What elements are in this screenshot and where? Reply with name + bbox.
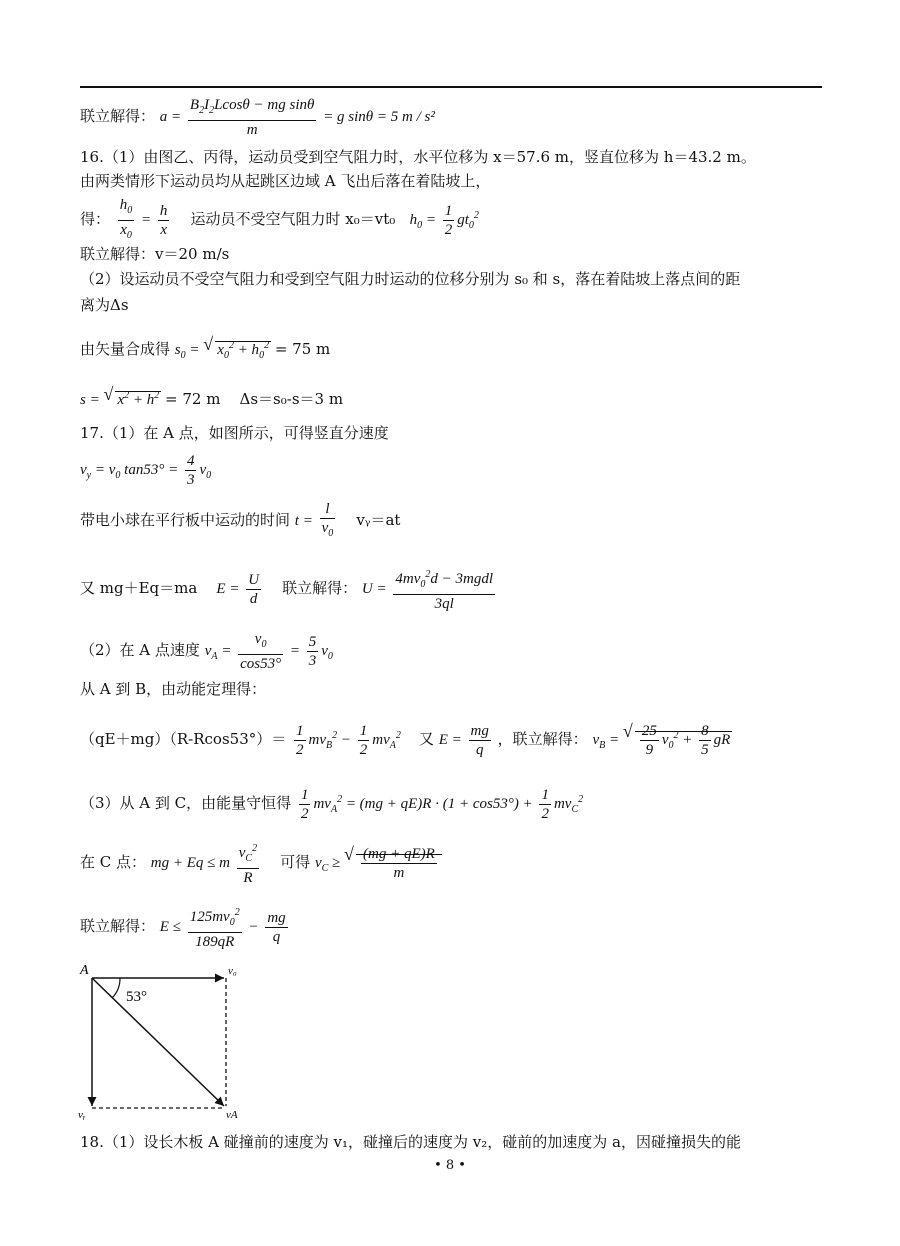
label-get: 得： (80, 209, 111, 228)
q17-time-line (80, 500, 400, 543)
formula-vy: $v_y = v_0$ tan53° = $\frac{4}{3}$ $v_0$ (80, 453, 212, 488)
label-angle: 53° (126, 989, 147, 1005)
formula-c-condition: mg + Eq ≤ m $\frac{v_C^2}{R}$ (151, 855, 266, 871)
label-solve-1: 联立解得： (80, 106, 156, 125)
q17-energy-line (80, 722, 732, 759)
formula-h0: $h_0$ = $\frac{1}{2}$ $gt_0^2$ (409, 203, 479, 238)
q17-part3-line (80, 786, 583, 823)
formula-s0: $s_0$ = √ $x_0^2 + h_0^2$ (175, 342, 275, 358)
q17-ab-line: 从 A 到 B，由动能定理得： (80, 680, 267, 698)
formula-u: U = $\frac{4mv_0^2d - 3mgdl}{3ql}$ (362, 581, 498, 597)
q16-part1-line1: 16.（1）由图乙、丙得，运动员受到空气阻力时，水平位移为 x＝57.6 m，竖直位移为 h＝43.2 m。 (80, 148, 756, 166)
line-1 (80, 96, 435, 139)
q17-c-line (80, 840, 442, 887)
formula-e-mg: E = $\frac{mg}{q}$ (438, 723, 489, 758)
text-no-drag: 运动员不受空气阻力时 x₀＝vt₀ (190, 209, 396, 228)
result-velocity: v＝20 m/s (155, 245, 230, 263)
label-v0: v₀ (228, 965, 237, 977)
value-s: = 72 m (165, 390, 221, 408)
q16-part2-line2: 离为Δs (80, 296, 129, 314)
text-mg-eq: 又 mg＋Eq＝ma (80, 578, 198, 597)
label-energy-conservation: （3）从 A 到 C，由能量守恒得 (80, 793, 292, 812)
label-solve-2: 联立解得： (80, 245, 156, 263)
text-then: 可得 (280, 852, 311, 871)
q16-ratio-line (80, 196, 479, 245)
text-energy-left: （qE＋mg）（R-Rcos53°）＝ (80, 729, 287, 748)
q17-vy-line (80, 452, 211, 489)
formula-va: $v_A$ = $\frac{v_0}{\cos 53^\circ}$ = $\frac{5}{3}$ $v_0$ (204, 631, 333, 672)
top-rule (80, 86, 822, 88)
value-delta-s: Δs＝s₀-s＝3 m (239, 390, 344, 408)
text-also: 又 (418, 729, 434, 748)
formula-vb: $v_B$ = √ $\frac{25}{9}$ $v_0^2$ + $\frac{8}{5}$ gR (592, 732, 732, 748)
label-solve-4: ，联立解得： (497, 729, 588, 748)
label-time: 带电小球在平行板中运动的时间 (80, 510, 291, 529)
formula-vc: $v_C$ ≥ √ $\frac{(mg + qE)R}{m}$ (315, 855, 442, 871)
q16-part1-line2: 由两类情形下运动员均从起跳区边域 A 飞出后落在着陆坡上， (80, 172, 491, 190)
label-va: vA (226, 1109, 238, 1121)
va-arrow (92, 978, 224, 1106)
q17-also-line (80, 566, 498, 613)
label-point-a: A (80, 963, 89, 978)
q16-s0-line (80, 335, 330, 367)
formula-ratio: $\frac{h_0}{x_0}$ = $\frac{h}{x}$ (119, 197, 168, 241)
formula-acceleration: a = $\frac{B_2I_2Lcos\theta - mg \sin\theta}{m}$ = g sinθ = 5 m / s² (159, 97, 435, 138)
q17-final-line (80, 904, 291, 951)
angle-arc (112, 978, 120, 998)
q16-result-line (80, 243, 229, 265)
label-point-c: 在 C 点： (80, 852, 147, 871)
formula-e-final: E ≤ $\frac{125mv_0^2}{189qR}$ − $\frac{mg}{q}$ (160, 919, 291, 935)
label-vector-sum: 由矢量合成得 (80, 340, 171, 358)
label-solve-3: 联立解得： (282, 578, 358, 597)
label-solve-5: 联立解得： (80, 916, 156, 935)
q16-s-line (80, 385, 343, 411)
q16-part2-line1: （2）设运动员不受空气阻力和受到空气阻力时运动的位移分别为 s₀ 和 s，落在着陆坡上落点间的距 (80, 270, 741, 288)
formula-energy-right: $\frac{1}{2}$ $mv_B^2$ − $\frac{1}{2}$ $mv_A^2$ (296, 723, 401, 758)
formula-s: s = √ $x^2 + h^2$ (80, 392, 165, 408)
formula-time: t = $\frac{l}{v_0}$ (294, 501, 334, 539)
formula-e: E = $\frac{U}{d}$ (216, 572, 260, 607)
velocity-diagram (74, 962, 254, 1122)
value-s0: = 75 m (274, 340, 331, 358)
label-a-velocity: （2）在 A 点速度 (80, 640, 200, 659)
formula-energy-conservation: $\frac{1}{2}$ $mv_A^2 = (mg + qE)R \cdot (1 + \cos 53^\circ)$ + $\frac{1}{2}$ $mv_C^2$ (300, 787, 584, 822)
q18-part1-line: 18.（1）设长木板 A 碰撞前的速度为 v₁，碰撞后的速度为 v₂，碰前的加速度为 a，因碰撞损失的能 (80, 1133, 741, 1151)
page-number: • 8 • (434, 1158, 466, 1173)
label-vy: vᵧ (78, 1109, 86, 1121)
text-vy-at: vᵧ＝at (356, 510, 401, 529)
q17-part1-line: 17.（1）在 A 点，如图所示，可得竖直分速度 (80, 424, 389, 442)
q17-part2-line (80, 630, 333, 673)
